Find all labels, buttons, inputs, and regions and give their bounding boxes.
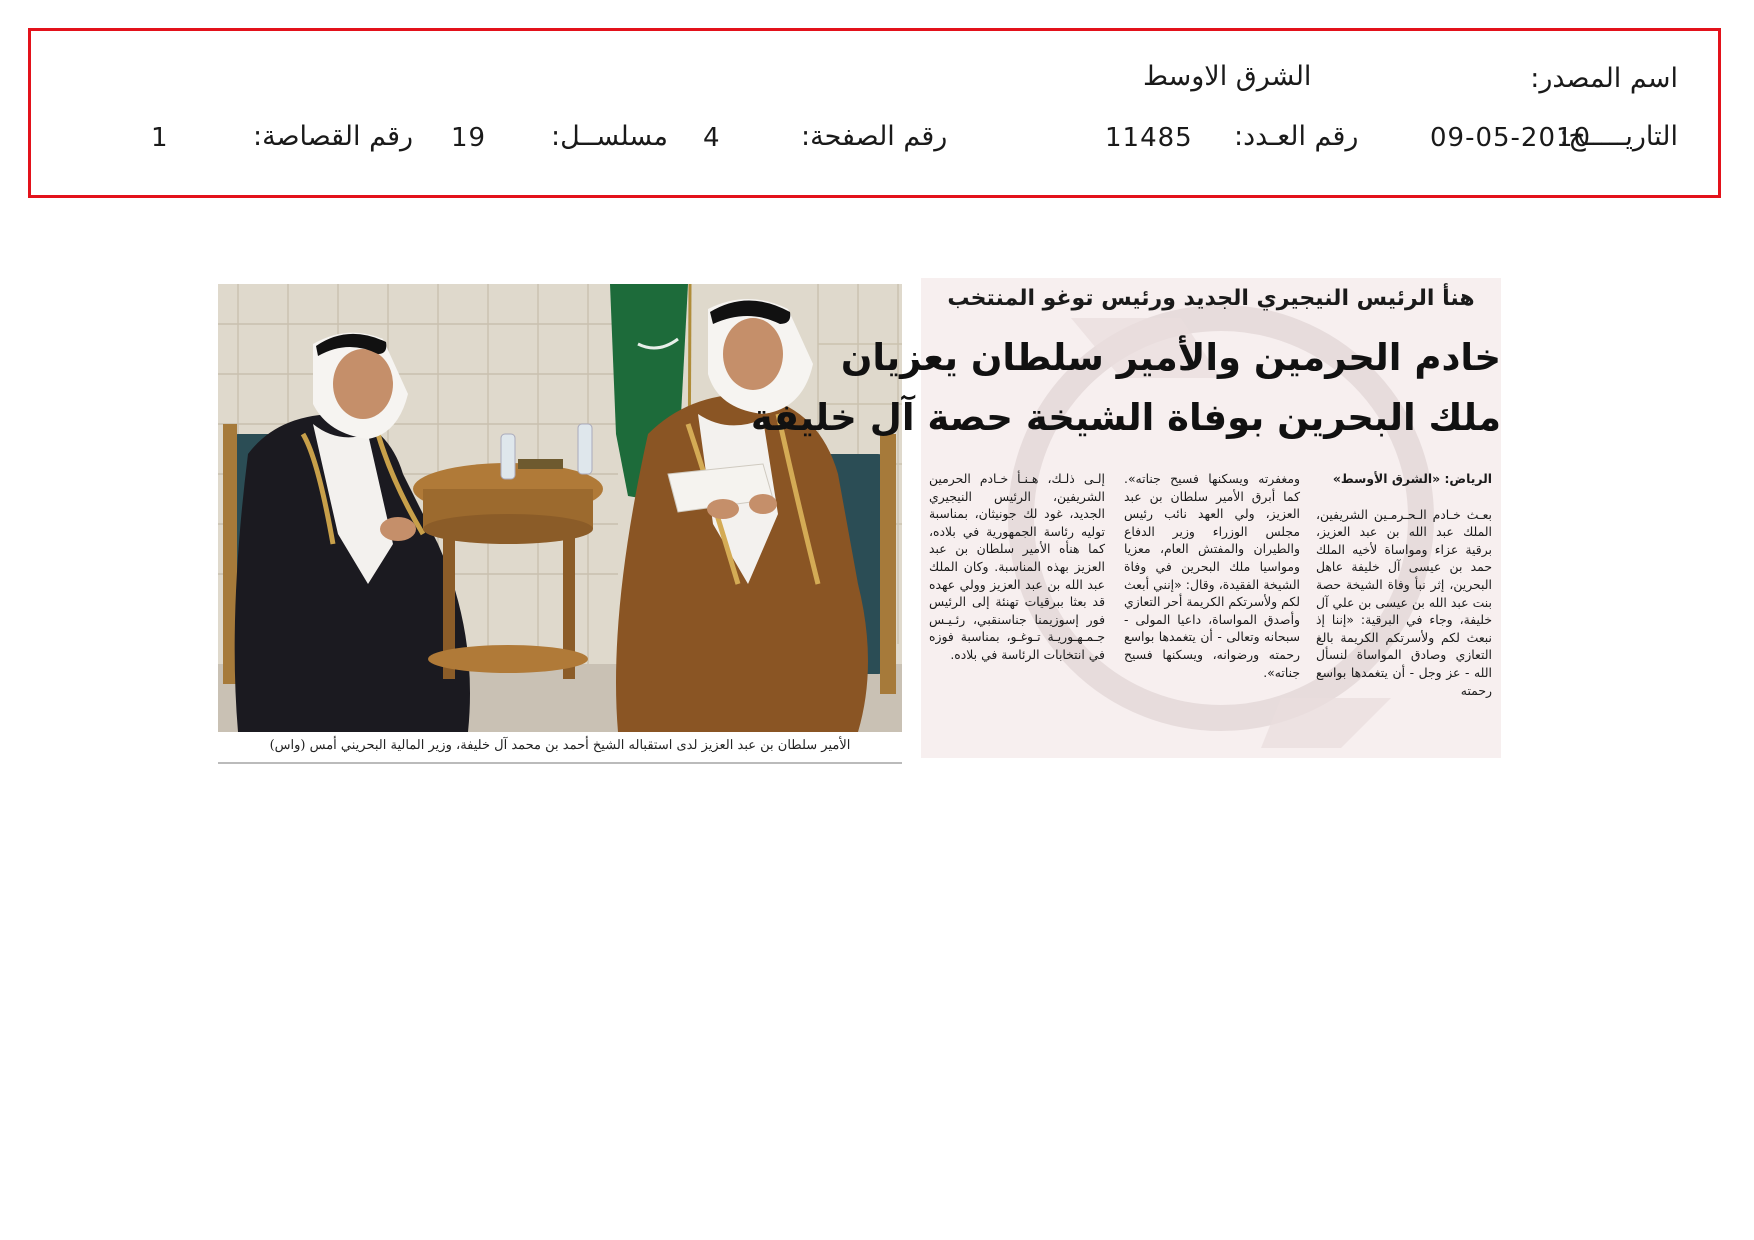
page-label: رقم الصفحة: — [801, 121, 948, 152]
news-article — [750, 278, 1501, 758]
clip-number-label: رقم القصاصة: — [253, 121, 414, 152]
newspaper-clipping — [218, 278, 1501, 768]
issue-label: رقم العـدد: — [1234, 121, 1359, 152]
clip-number-value: 1 — [151, 123, 169, 153]
date-label: التاريـــــخ: — [1559, 121, 1678, 152]
article-kicker: هنأ الرئيس النيجيري الجديد ورئيس توغو المنتخب — [947, 286, 1475, 311]
article-column-1 — [1316, 470, 1492, 750]
caption-divider — [218, 762, 902, 764]
article-byline: الرياض: «الشرق الأوسط» — [1332, 471, 1492, 486]
clipping-info-box — [28, 28, 1721, 198]
serial-label: مسلســل: — [551, 121, 668, 152]
serial-value: 19 — [451, 123, 487, 153]
column-3-text: إلـى ذلـك، هـنـأ خـادم الحرمين الشريفين، الرئيس النيجيري الجديد، غود لك جونيثان، بمناسبة توليه رئاسة الجمهورية في بلاده، كما هنأه الأمير سلطان بن عبد العزيز بهذه المناسبة. وكان الملك عبد الله بن عبد العزيز وولي عهده قد بعثا ببرقيات تهنئة إلى الرئيس فور إسوزيمنا جناسنقبي، رئـيـس جـمـهـوريـة تـوغـو، بمناسبة فوزه في انتخابات الرئاسة في بلاده. — [929, 471, 1105, 662]
article-column-3 — [929, 470, 1105, 750]
page-value: 4 — [703, 123, 721, 153]
column-2-text: ومغفرته ويسكنها فسيح جناته». كما أبرق الأمير سلطان بن عبد العزيز، ولي العهد نائب رئيس مجلس الوزراء وزير الدفاع والطيران والمفتش العام، معزيا ومواسيا ملك البحرين في وفاة الشيخة الفقيدة، وقال: «إنني أبعث لكم ولأسرتكم الكريمة أحر التعازي وأصدق المواساة، داعيا المولى - سبحانه وتعالى - أن يتغمدها بواسع رحمته ورضوانه، ويسكنها فسيح جناته». — [1124, 471, 1300, 680]
column-1-text: بعـث خـادم الـحـرمـين الشريفين، الملك عبد الله بن عبد العزيز، برقية عزاء ومواساة لأخيه الملك حمد بن عيسى آل خليفة عاهل البحرين، إثر نبأ وفاة الشيخة حصة بنت عبد الله بن عيسى بن علي آل خليفة، وجاء في البرقية: «إننا إذ نبعث لكم ولأسرتكم الكريمة بالغ التعازي وصادق المواساة لنسأل الله - عز وجل - أن يتغمدها بواسع رحمته — [1316, 506, 1492, 698]
photo-caption: الأمير سلطان بن عبد العزيز لدى استقباله الشيخ أحمد بن محمد آل خليفة، وزير المالية البحريني أمس (واس) — [269, 738, 851, 753]
source-value: الشرق الاوسط — [1143, 61, 1312, 92]
article-column-2 — [1124, 470, 1300, 750]
headline-line-1: خادم الحرمين والأمير سلطان يعزيان — [840, 336, 1501, 379]
date-value: 09-05-2010 — [1430, 123, 1592, 153]
headline-line-2: ملك البحرين بوفاة الشيخة حصة آل خليفة — [750, 396, 1501, 439]
issue-value: 11485 — [1105, 123, 1193, 153]
news-photo — [218, 284, 902, 732]
source-label: اسم المصدر: — [1530, 63, 1678, 94]
